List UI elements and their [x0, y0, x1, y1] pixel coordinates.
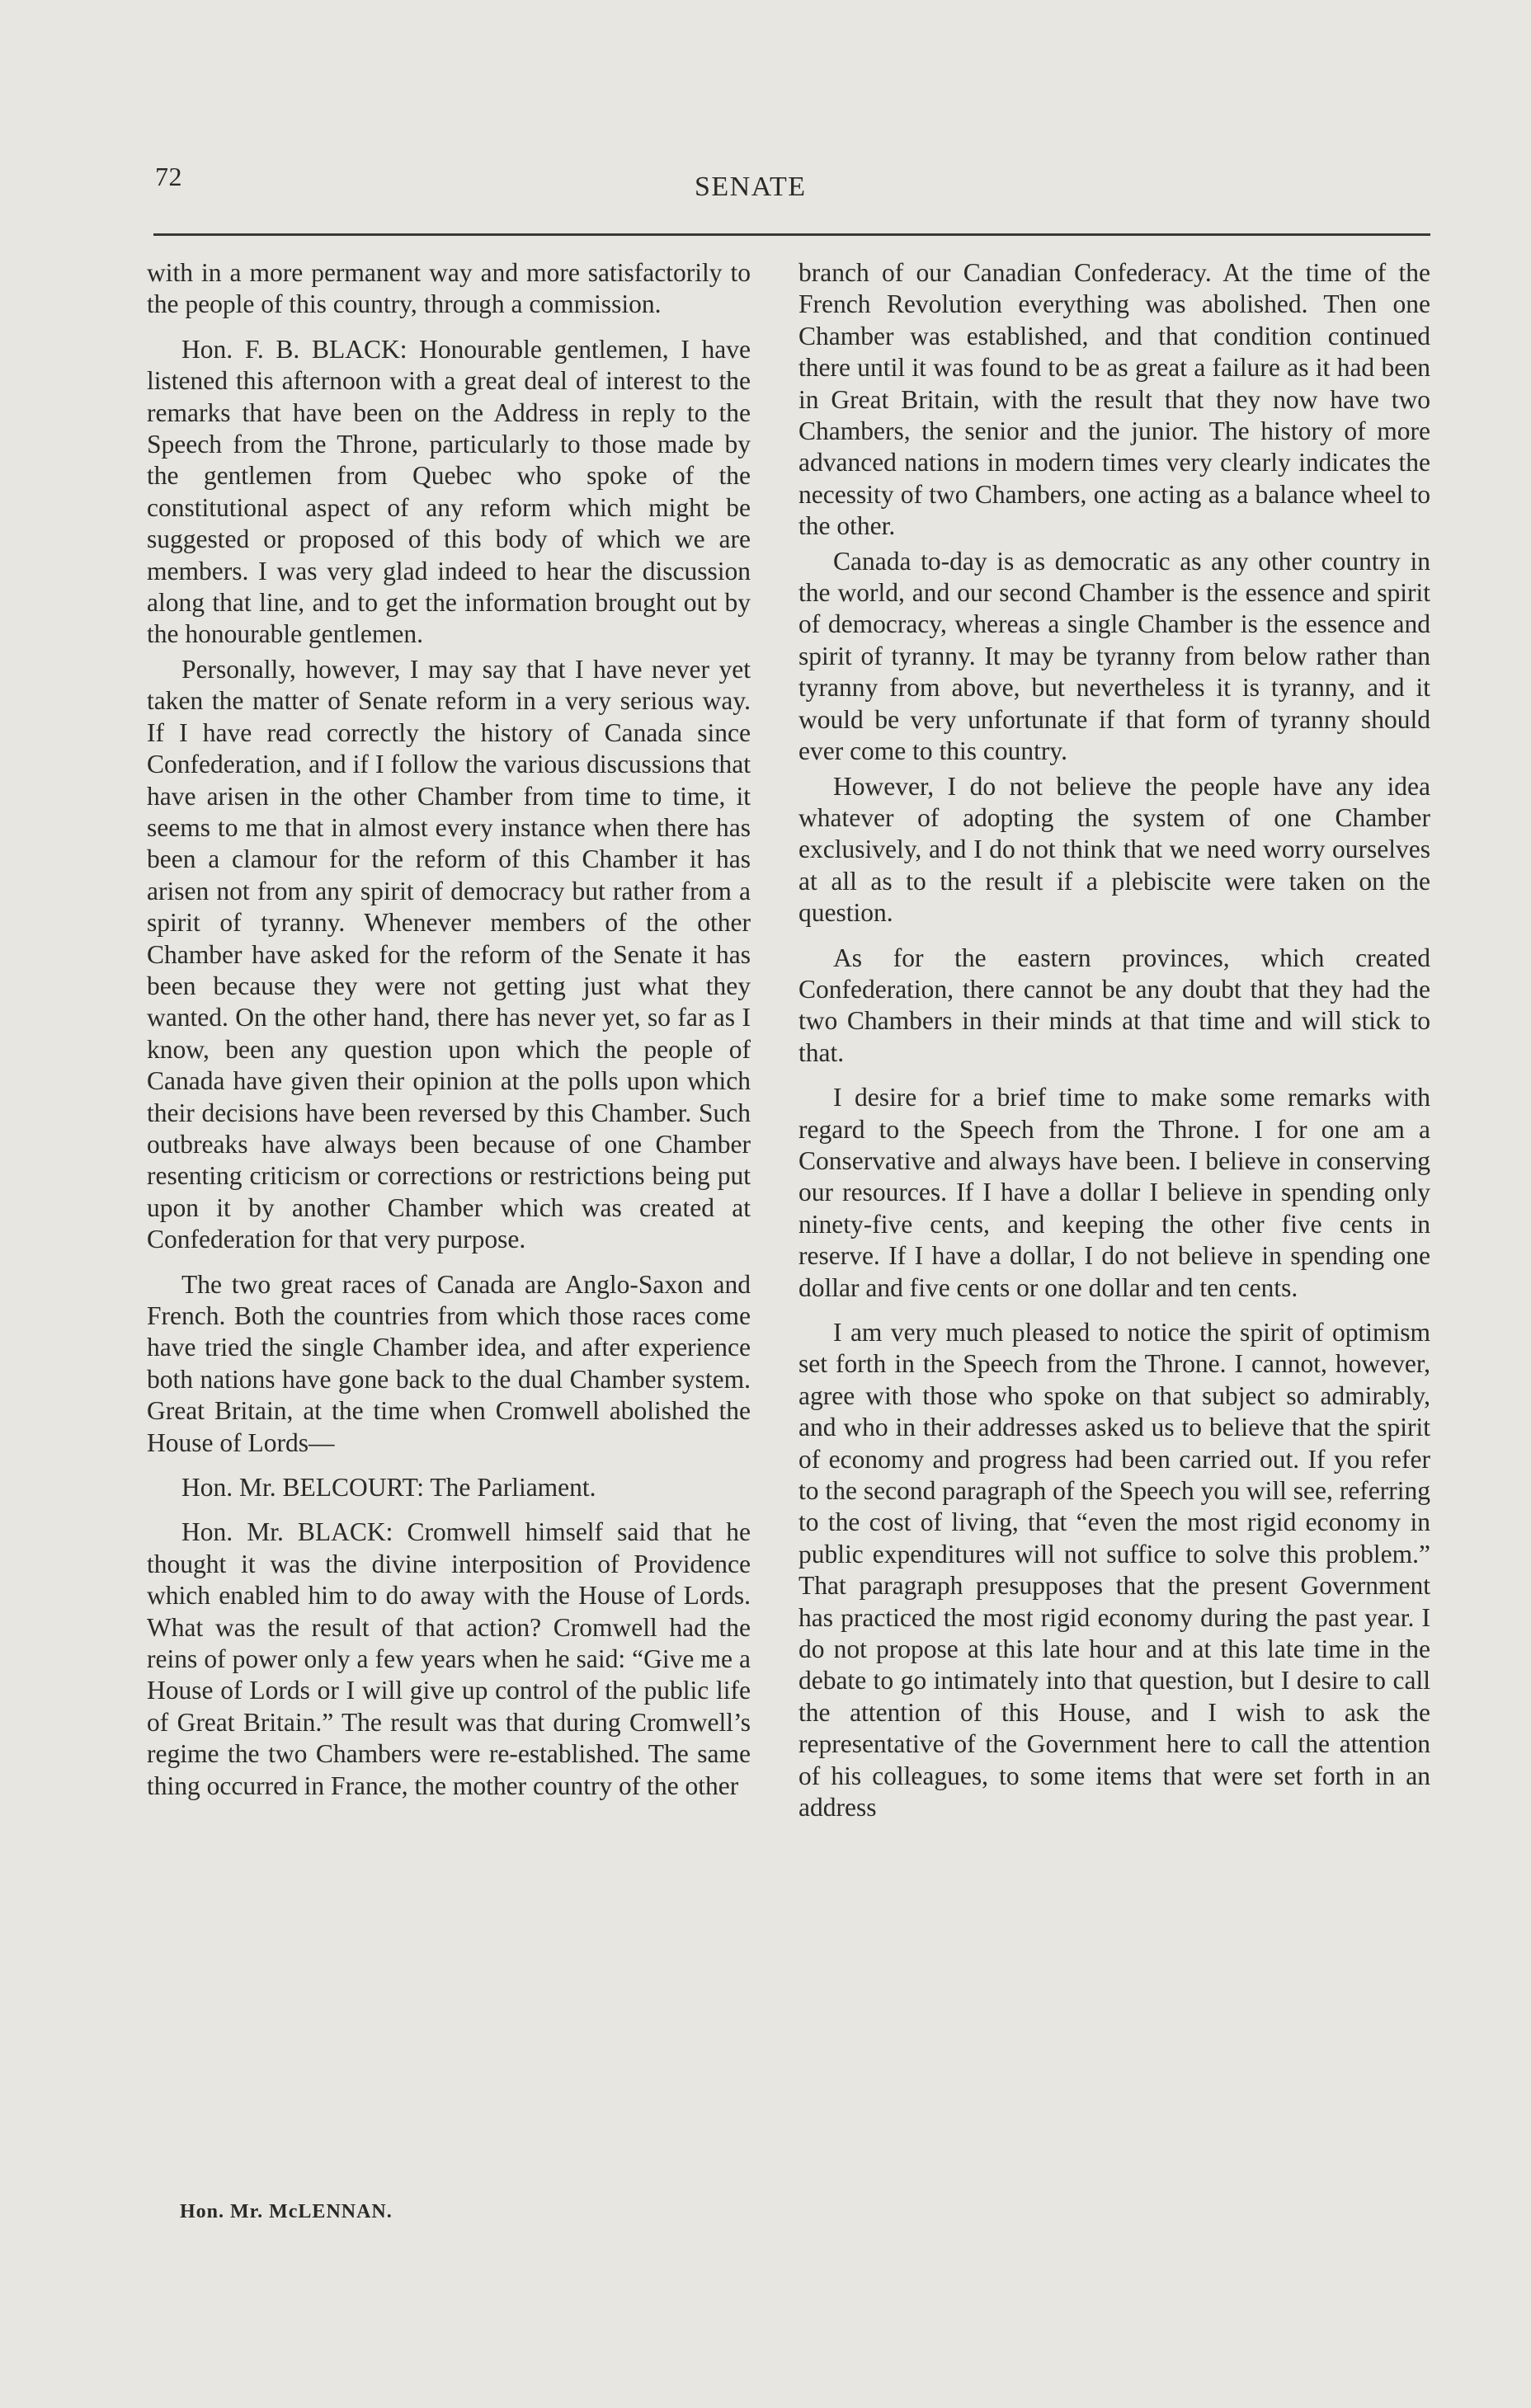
paragraph: Hon. Mr. BLACK: Cromwell himself said that he thought it was the divine interposition of Providence which enabled him to do away with the House of Lords. What was the result of that action? Cromwell had the reins of power only a few years when he said: “Give me a House of Lords or I will give up control of the public life of Great Britain.” The result was that during Cromwell’s regime the two Chambers were re-established. The same thing occurred in France, the mother country of the other: [147, 1517, 751, 1800]
page-number: 72: [155, 162, 182, 191]
paragraph: Canada to-day is as democratic as any other country in the world, and our second Chamber is the essence and spirit of democracy, whereas a single Chamber is the essence and spirit of tyranny. It may be tyranny from below rather than tyranny from above, but nevertheless it is tyranny, and it would be very unfortunate if that form of tyranny should ever come to this country.: [798, 546, 1430, 766]
paragraph: I desire for a brief time to make some remarks with regard to the Speech from the Throne. I for one am a Conservative and always have been. I believe in conserving our resources. If I have a dollar I believe in spending only ninety-five cents, and keeping the other five cents in reserve. If I have a dollar, I do not believe in spending one dollar and five cents or one dollar and ten cents.: [798, 1083, 1430, 1302]
paragraph: with in a more permanent way and more satisfactorily to the people of this country, through a commission.: [147, 258, 751, 319]
right-column: [798, 257, 1430, 1824]
running-head: SENATE: [695, 172, 807, 202]
paragraph: However, I do not believe the people have any idea whatever of adopting the system of one Chamber exclusively, and I do not think that we need worry ourselves at all as to the result if a plebiscite were taken on the question.: [798, 771, 1430, 928]
footer-note: Hon. Mr. McLENNAN.: [180, 2201, 393, 2222]
paragraph: Hon. F. B. BLACK: Honourable gentlemen, I have listened this afternoon with a great deal of interest to the remarks that have been on the Address in reply to the Speech from the Throne, particularly to those made by the gentlemen from Quebec who spoke of the constitutional aspect of any reform which might be suggested or proposed of this body of which we are members. I was very glad indeed to hear the discussion along that line, and to get the information brought out by the honourable gentlemen.: [147, 334, 751, 649]
left-column: [147, 257, 751, 1802]
paragraph: Personally, however, I may say that I have never yet taken the matter of Senate reform in a very serious way. If I have read correctly the history of Canada since Confederation, and if I follow the various discussions that have arisen in the other Chamber from time to time, it seems to me that in almost every instance when there has been a clamour for the reform of this Chamber it has arisen not from any spirit of democracy but rather from a spirit of tyranny. Whenever members of the other Chamber have asked for the reform of the Senate it has been because they were not getting just what they wanted. On the other hand, there has never yet, so far as I know, been any question upon which the people of Canada have given their opinion at the polls upon which their decisions have been reversed by this Chamber. Such outbreaks have always been because of one Chamber resenting criticism or corrections or restrictions being put upon it by another Chamber which was created at Confederation for that very purpose.: [147, 654, 751, 1254]
paragraph: As for the eastern provinces, which created Confederation, there cannot be any doubt that they had the two Chambers in their minds at that time and will stick to that.: [798, 943, 1430, 1067]
paragraph: I am very much pleased to notice the spirit of optimism set forth in the Speech from the Throne. I cannot, however, agree with those who spoke on that subject so admirably, and who in their addresses asked us to believe that the spirit of economy and progress had been carried out. If you refer to the second paragraph of the Speech you will see, referring to the cost of living, that “even the most rigid economy in public expenditures will not suffice to solve this problem.” That paragraph presupposes that the present Government has practiced the most rigid economy during the past year. I do not propose at this late hour and at this late time in the debate to go intimately into that question, but I desire to call the attention of this House, and I wish to ask the representative of the Government here to call the attention of his colleagues, to some items that were set forth in an address: [798, 1318, 1430, 1822]
paragraph: The two great races of Canada are Anglo-Saxon and French. Both the countries from which those races come have tried the single Chamber idea, and after experience both nations have gone back to the dual Chamber system. Great Britain, at the time when Cromwell abolished the House of Lords—: [147, 1269, 751, 1457]
header-rule: [153, 233, 1430, 236]
paragraph: branch of our Canadian Confederacy. At the time of the French Revolution everything was abolished. Then one Chamber was established, and that condition continued there until it was found to be as great a failure as it had been in Great Britain, with the result that they now have two Chambers, the senior and the junior. The history of more advanced nations in modern times very clearly indicates the necessity of two Chambers, one acting as a balance wheel to the other.: [798, 258, 1430, 541]
paragraph: Hon. Mr. BELCOURT: The Parliament.: [181, 1473, 596, 1503]
